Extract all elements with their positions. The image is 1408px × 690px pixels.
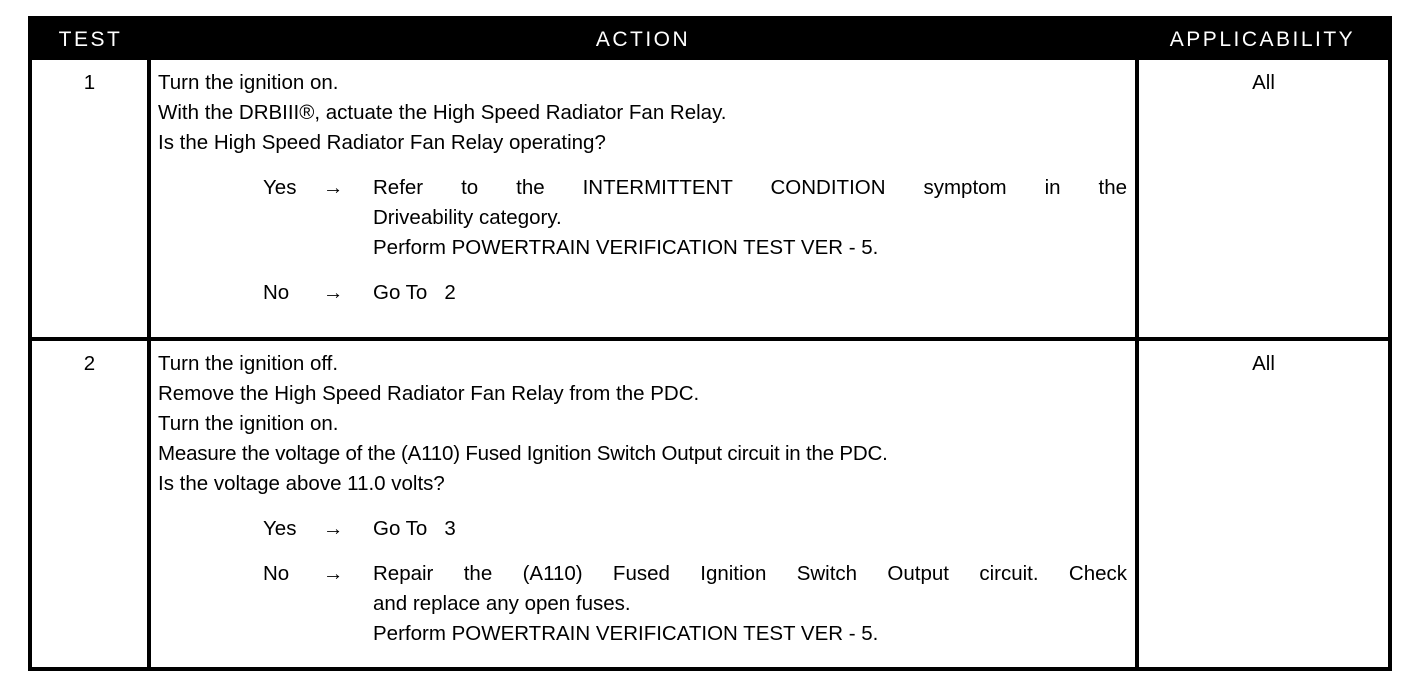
header-action: ACTION [149, 20, 1137, 60]
yes-branch [263, 173, 1127, 263]
yes-label: Yes [263, 517, 297, 540]
right-arrow-icon: → [323, 562, 344, 585]
header-applicability: APPLICABILITY [1137, 20, 1388, 60]
applicability-value: All [1137, 60, 1388, 339]
applicability-value: All [1137, 339, 1388, 669]
result-line: Repair the (A110) Fused Ignition Switch Output circuit. Check [373, 562, 1127, 585]
step-text: Turn the ignition on. [158, 71, 339, 94]
table-header-row [32, 20, 1388, 60]
step-text: Turn the ignition off. [158, 352, 339, 375]
diagnostic-test-table [28, 16, 1392, 671]
no-branch [263, 559, 1127, 649]
step-text: Is the High Speed Radiator Fan Relay operating? [158, 131, 606, 154]
no-result [373, 278, 1127, 308]
yes-result [373, 173, 1127, 263]
table-row [32, 339, 1388, 669]
step-text: With the DRBIII®, actuate the High Speed Radiator Fan Relay. [158, 101, 727, 124]
result-line: Driveability category. [373, 206, 562, 229]
test-number: 1 [32, 60, 149, 339]
yes-label: Yes [263, 176, 297, 199]
step-text: Measure the voltage of the (A110) Fused Ignition Switch Output circuit in the PDC. [158, 442, 888, 465]
step-text: Is the voltage above 11.0 volts? [158, 472, 445, 495]
step-text: Remove the High Speed Radiator Fan Relay from the PDC. [158, 382, 700, 405]
yes-result [373, 514, 1127, 544]
no-branch [263, 278, 1127, 308]
goto-link: Go To 3 [373, 517, 456, 540]
result-line: Perform POWERTRAIN VERIFICATION TEST VER - 5. [373, 622, 879, 645]
goto-link: Go To 2 [373, 281, 456, 304]
yes-branch [263, 514, 1127, 544]
test-number: 2 [32, 339, 149, 669]
no-label: No [263, 562, 290, 585]
result-line: and replace any open fuses. [373, 592, 631, 615]
action-cell [149, 339, 1137, 669]
right-arrow-icon: → [323, 281, 344, 304]
table-row [32, 60, 1388, 339]
test-table [32, 20, 1388, 669]
header-test: TEST [32, 20, 149, 60]
no-result [373, 559, 1127, 649]
action-cell [149, 60, 1137, 339]
result-line: Perform POWERTRAIN VERIFICATION TEST VER - 5. [373, 236, 879, 259]
result-line: Refer to the INTERMITTENT CONDITION symptom in the [373, 176, 1127, 199]
right-arrow-icon: → [323, 517, 344, 540]
right-arrow-icon: → [323, 176, 344, 199]
no-label: No [263, 281, 290, 304]
step-text: Turn the ignition on. [158, 412, 339, 435]
